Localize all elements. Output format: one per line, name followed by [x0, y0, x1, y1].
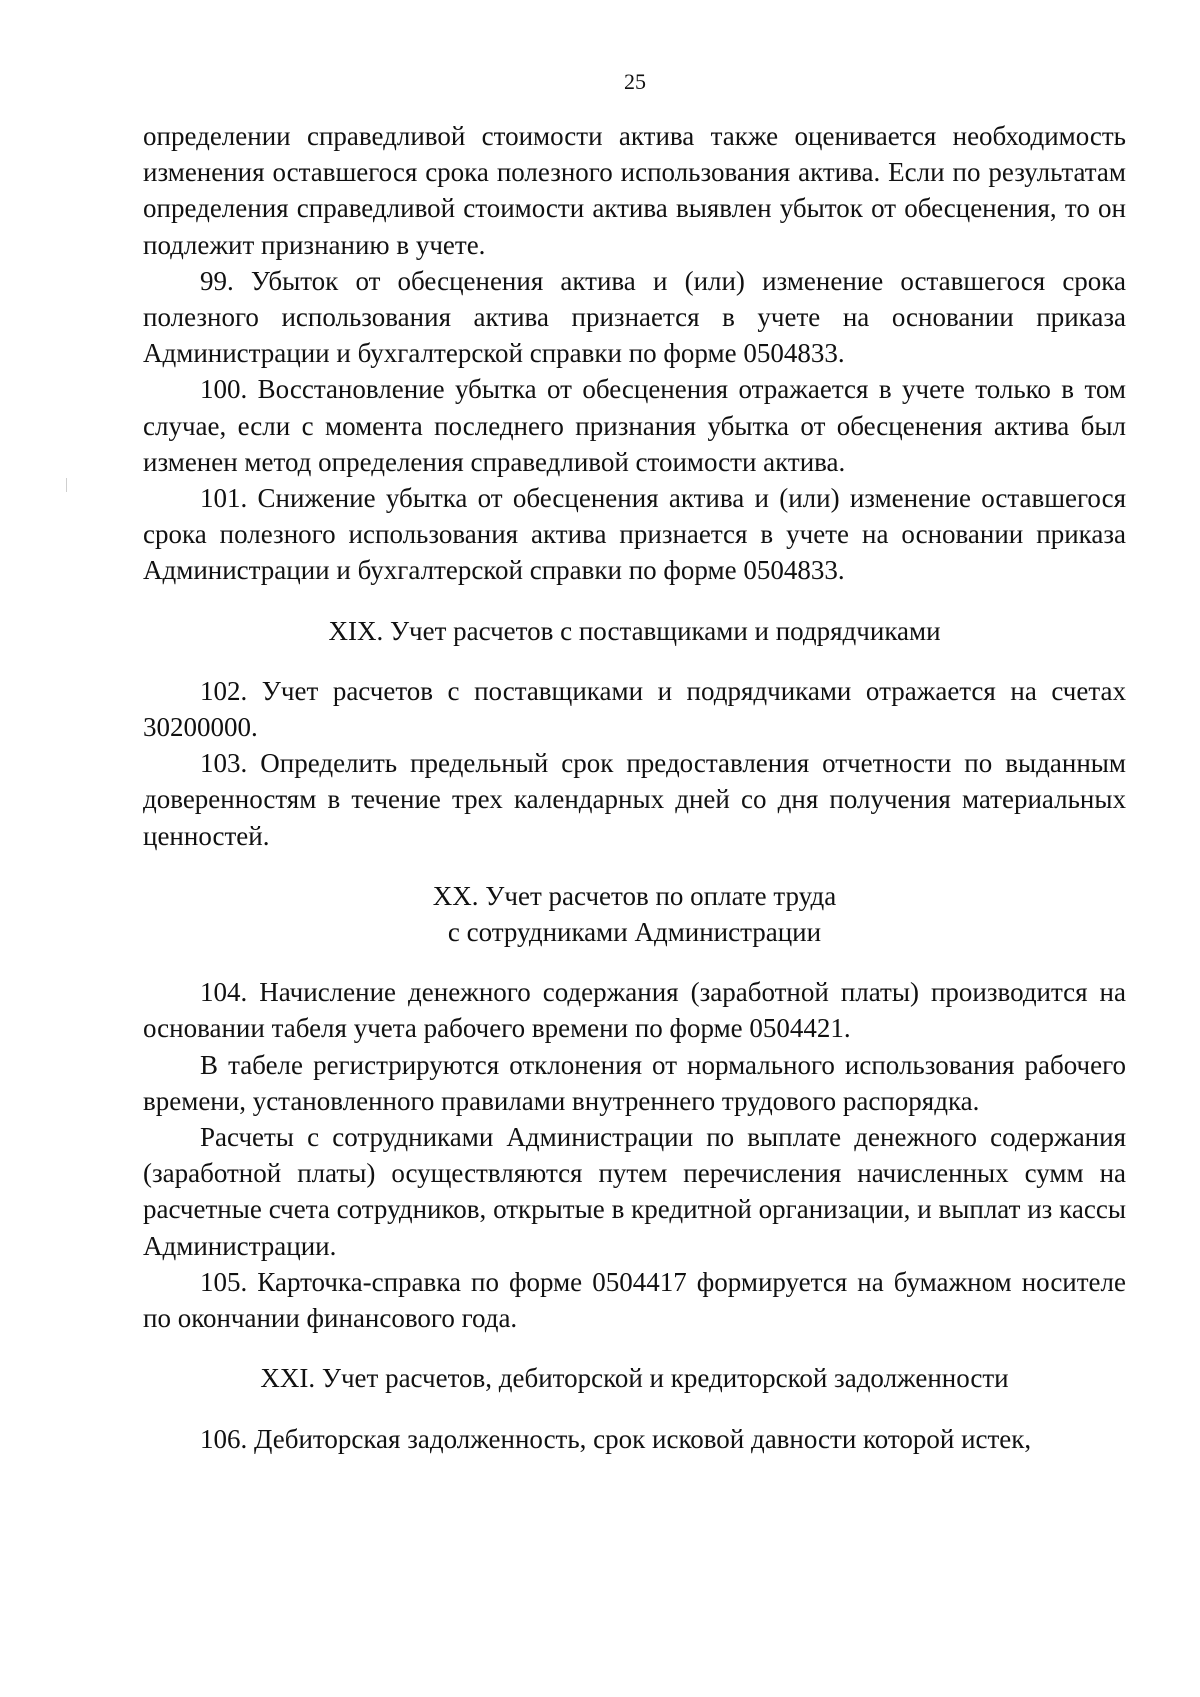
- scan-margin-mark: [66, 478, 67, 492]
- page-number: 25: [624, 69, 646, 94]
- paragraph-102: 102. Учет расчетов с поставщиками и подрядчиками отражается на счетах 30200000.: [143, 675, 1126, 743]
- paragraph-103: 103. Определить предельный срок предоставления отчетности по выданным доверенностям в течение трех календарных дней со дня получения материальных ценностей.: [143, 748, 1126, 851]
- paragraph-106: 106. Дебиторская задолженность, срок исковой давности которой истек,: [200, 1423, 1032, 1454]
- paragraph-100: 100. Восстановление убытка от обесценения отражается в учете только в том случае, если с момента последнего признания убытка от обесценения актива был изменен метод определения справедливой стоимости актива.: [143, 374, 1126, 477]
- section-heading-xx: [143, 878, 1126, 950]
- paragraph-101: 101. Снижение убытка от обесценения актива и (или) изменение оставшегося срока полезного использования актива признается в учете на основании приказа Администрации и бухгалтерской справки по форме 0504833.: [143, 483, 1126, 586]
- paragraph-99: 99. Убыток от обесценения актива и (или) изменение оставшегося срока полезного использования актива признается в учете на основании приказа Администрации и бухгалтерской справки по форме 0504833.: [143, 265, 1126, 369]
- paragraph-104-timesheet: В табеле регистрируются отклонения от нормального использования рабочего времени, установленного правилами внутреннего трудового распорядка.: [143, 1049, 1126, 1116]
- section-heading-xix: XIX. Учет расчетов с поставщиками и подрядчиками: [328, 615, 941, 646]
- section-heading-xxi: XXI. Учет расчетов, дебиторской и кредиторской задолженности: [260, 1363, 1009, 1394]
- document-body: [143, 118, 1126, 1457]
- paragraph-105: 105. Карточка-справка по форме 0504417 формируется на бумажном носителе по окончании финансового года.: [143, 1266, 1126, 1334]
- paragraph-continuation: определении справедливой стоимости актива также оценивается необходимость изменения оставшегося срока полезного использования актива. Если по результатам определения справедливой стоимости актива выявлен убыток от обесценения, то он подлежит признанию в учете.: [143, 121, 1126, 260]
- section-heading-xx-line2: с сотрудниками Администрации: [447, 917, 822, 948]
- section-heading-xx-line1: XX. Учет расчетов по оплате труда: [432, 880, 837, 911]
- paragraph-104-payments: Расчеты с сотрудниками Администрации по выплате денежного содержания (заработной платы) осуществляются путем перечисления начисленных сумм на расчетные счета сотрудников, открытые в кредитной организации, и выплат из кассы Администрации.: [143, 1122, 1126, 1261]
- paragraph-104: 104. Начисление денежного содержания (заработной платы) производится на основании табеля учета рабочего времени по форме 0504421.: [143, 977, 1126, 1044]
